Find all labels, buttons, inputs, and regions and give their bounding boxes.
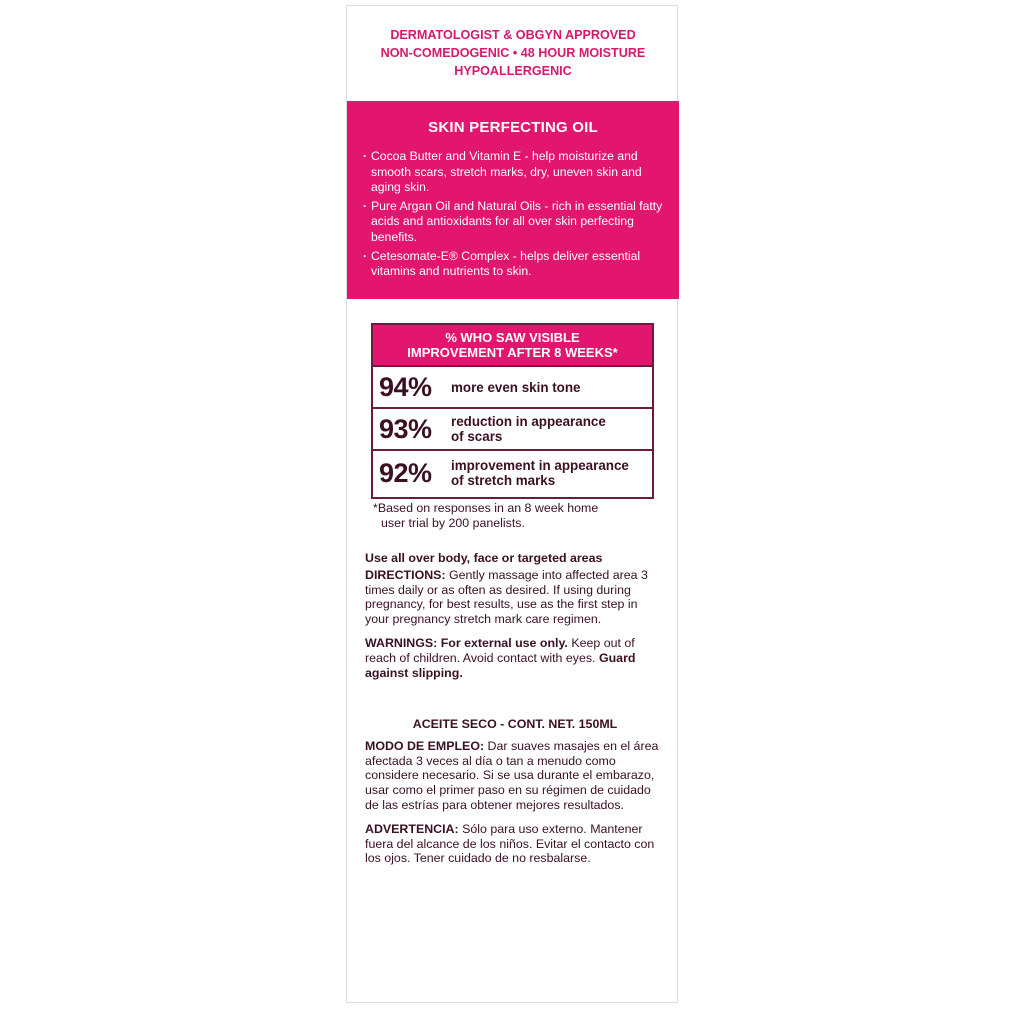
result-description xyxy=(451,380,581,395)
modo-label: MODO DE EMPLEO: xyxy=(365,738,485,753)
usage-block xyxy=(365,551,665,680)
advertencia-label: ADVERTENCIA: xyxy=(365,821,459,836)
product-title: SKIN PERFECTING OIL xyxy=(428,119,598,136)
advertencia-paragraph xyxy=(365,822,665,866)
warnings-label: WARNINGS: For external use only. xyxy=(365,635,568,650)
directions-label: DIRECTIONS: xyxy=(365,567,446,582)
modo-paragraph xyxy=(365,739,665,813)
net-contents: ACEITE SECO - CONT. NET. 150ML xyxy=(412,717,618,731)
warnings-emphasis: Guard against slipping. xyxy=(365,650,636,680)
results-table-header xyxy=(373,325,652,367)
results-header-line: % WHO SAW VISIBLE xyxy=(445,330,580,345)
benefit-item: · Cocoa Butter and Vitamin E - help moisturize and smooth scars, stretch marks, dry, uneven skin and aging skin. xyxy=(363,149,667,196)
benefits-list xyxy=(363,149,667,283)
product-info-band xyxy=(347,101,679,299)
results-footnote xyxy=(373,501,663,531)
warnings-text: Keep out of reach of children. Avoid contact with eyes. xyxy=(365,635,635,665)
footnote-line: user trial by 200 panelists. xyxy=(381,516,525,530)
result-line: improvement in appearance xyxy=(451,458,629,473)
results-header-line: IMPROVEMENT AFTER 8 WEEKS* xyxy=(407,345,618,360)
claim-line: HYPOALLERGENIC xyxy=(454,64,572,78)
result-percent: 93% xyxy=(379,413,432,444)
directions-paragraph xyxy=(365,568,665,627)
result-percent: 94% xyxy=(379,371,432,402)
usage-headline: Use all over body, face or targeted areas xyxy=(365,551,603,565)
spanish-block xyxy=(365,717,665,866)
benefit-item: · Cetesomate-E® Complex - helps deliver essential vitamins and nutrients to skin. xyxy=(363,249,667,280)
results-row xyxy=(373,451,652,495)
product-box-panel xyxy=(346,5,678,1003)
claims-block xyxy=(347,26,679,80)
result-description xyxy=(451,458,629,488)
results-table xyxy=(371,323,654,499)
result-percent: 92% xyxy=(379,457,432,488)
result-line: reduction in appearance xyxy=(451,414,606,429)
result-description xyxy=(451,414,606,444)
advertencia-text: Sólo para uso externo. Mantener fuera del alcance de los niños. Evitar el contacto con los ojos. Tener cuidado de no resbalarse. xyxy=(365,821,655,866)
claim-line: DERMATOLOGIST & OBGYN APPROVED xyxy=(390,28,636,42)
result-line: more even skin tone xyxy=(451,379,581,395)
footnote-line: *Based on responses in an 8 week home xyxy=(373,501,599,515)
directions-text: Gently massage into affected area 3 times daily or as often as desired. If using during pregnancy, for best results, use as the first step in your pregnancy stretch mark care regimen. xyxy=(365,567,648,627)
result-line: of scars xyxy=(451,429,503,444)
results-row xyxy=(373,367,652,409)
modo-text: Dar suaves masajes en el área afectada 3 veces al día o tan a menudo como considere necesario. Si se usa durante el embarazo, usar como el primer paso en su régimen de cuidado de las estrías para obtener mejores resultados. xyxy=(365,738,659,812)
claim-line: NON-COMEDOGENIC • 48 HOUR MOISTURE xyxy=(380,46,646,60)
result-line: of stretch marks xyxy=(451,473,556,488)
warnings-paragraph xyxy=(365,636,665,680)
results-row xyxy=(373,409,652,451)
benefit-item: · Pure Argan Oil and Natural Oils - rich in essential fatty acids and antioxidants for all over skin perfecting benefits. xyxy=(363,199,667,246)
